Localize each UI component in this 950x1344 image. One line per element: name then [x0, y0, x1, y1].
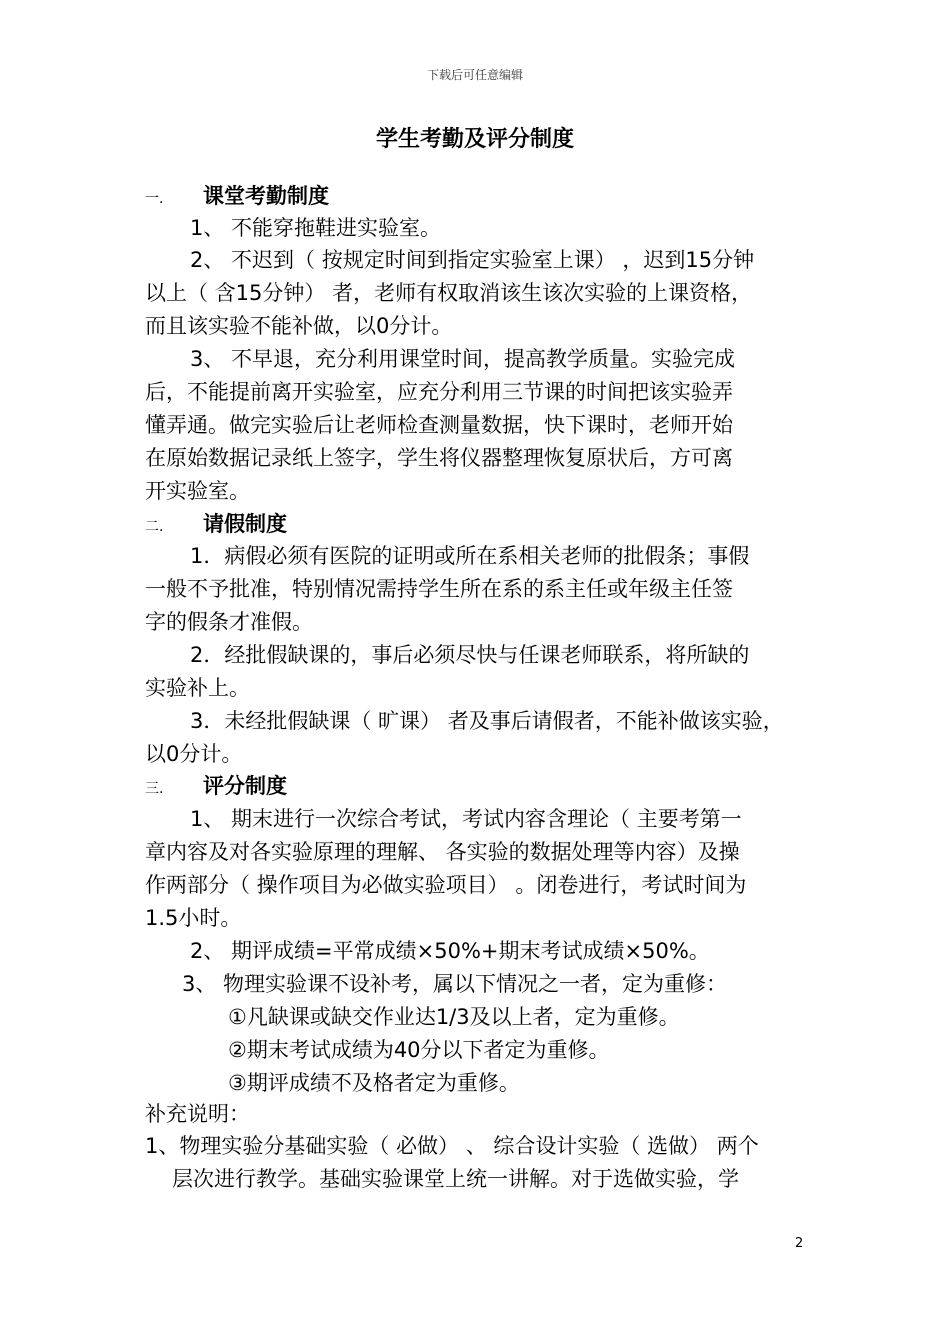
paragraph-line: 一般不予批准，特别情况需持学生所在系的系主任或年级主任签 — [145, 577, 733, 601]
section-2-title: 请假制度 — [203, 512, 287, 536]
paragraph-line: 开实验室。 — [145, 479, 250, 503]
section-3-title: 评分制度 — [203, 774, 287, 798]
paragraph-line: 3、 物理实验课不设补考，属以下情况之一者，定为重修： — [182, 972, 728, 996]
paragraph-line: 以0分计。 — [145, 742, 243, 766]
paragraph-line: 后，不能提前离开实验室，应充分利用三节课的时间把该实验弄 — [145, 380, 733, 404]
section-2-number: 二. — [145, 519, 164, 535]
section-2-heading — [145, 508, 287, 543]
section-3-number: 三. — [145, 781, 164, 797]
paragraph-line: 1、 不能穿拖鞋进实验室。 — [190, 216, 442, 240]
paragraph-line: 层次进行教学。基础实验课堂上统一讲解。对于选做实验，学 — [172, 1167, 739, 1191]
paragraph-line: 而且该实验不能补做，以0分计。 — [145, 314, 453, 338]
document-title: 学生考勤及评分制度 — [375, 127, 574, 152]
paragraph-line: 在原始数据记录纸上签字，学生将仪器整理恢复原状后，方可离 — [145, 446, 733, 470]
section-1-heading — [145, 180, 329, 215]
paragraph-line: 以上（ 含15分钟） 者，老师有权取消该生该次实验的上课资格， — [145, 281, 753, 305]
paragraph-line: 实验补上。 — [145, 676, 250, 700]
supplement-heading: 补充说明： — [145, 1102, 250, 1126]
paragraph-line: 2、 不迟到（ 按规定时间到指定实验室上课） ，迟到15分钟 — [190, 248, 755, 272]
paragraph-line: 1．病假必须有医院的证明或所在系相关老师的批假条；事假 — [190, 544, 750, 568]
paragraph-line: 1.5小时。 — [145, 906, 242, 930]
header-note: 下载后可任意编辑 — [426, 68, 523, 82]
list-item: ①凡缺课或缺交作业达1/3及以上者，定为重修。 — [228, 1005, 680, 1029]
paragraph-line: 1、 期末进行一次综合考试，考试内容含理论（ 主要考第一 — [190, 807, 742, 831]
paragraph-line: 字的假条才准假。 — [145, 610, 313, 634]
paragraph-line: 2、 期评成绩=平常成绩×50%+期末考试成绩×50%。 — [190, 939, 710, 963]
paragraph-line: 3、 不早退，充分利用课堂时间，提高教学质量。实验完成 — [190, 347, 736, 371]
list-item: ③期评成绩不及格者定为重修。 — [228, 1071, 520, 1095]
section-1-number: 一. — [145, 191, 164, 207]
paragraph-line: 1、物理实验分基础实验（ 必做） 、 综合设计实验（ 选做） 两个 — [145, 1134, 759, 1158]
paragraph-line: 作两部分（ 操作项目为必做实验项目） 。闭卷进行，考试时间为 — [145, 873, 747, 897]
page-number: 2 — [795, 1236, 804, 1251]
paragraph-line: 3．未经批假缺课（ 旷课） 者及事后请假者，不能补做该实验， — [190, 709, 784, 733]
paragraph-line: 2．经批假缺课的，事后必须尽快与任课老师联系，将所缺的 — [190, 643, 750, 667]
paragraph-line: 懂弄通。做完实验后让老师检查测量数据，快下课时，老师开始 — [145, 413, 733, 437]
section-1-title: 课堂考勤制度 — [203, 184, 329, 208]
paragraph-line: 章内容及对各实验原理的理解、 各实验的数据处理等内容）及操 — [145, 840, 740, 864]
list-item: ②期末考试成绩为40分以下者定为重修。 — [228, 1038, 610, 1062]
section-3-heading — [145, 770, 287, 805]
